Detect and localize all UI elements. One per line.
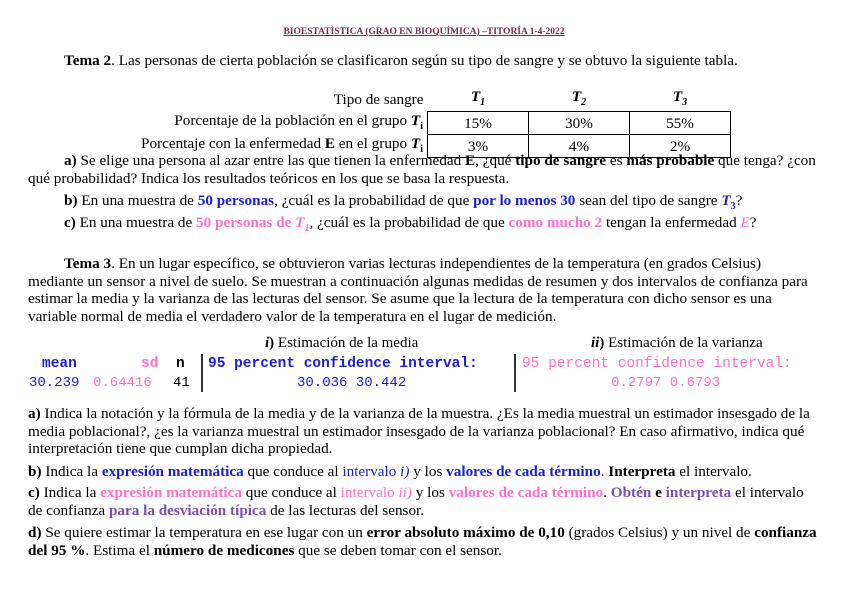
blood-type-table: [137, 88, 731, 158]
col-t3: $T_3$: [672, 88, 688, 109]
table-cell: 15%: [427, 112, 528, 135]
tema3-intro: Tema 3. En un lugar específico, se obtuvieron varias lecturas independientes de la temperatura (en grados Celsius) mediante un sensor a nivel de suelo. Se muestran a continuación algunas medidas de resumen y dos intervalos de confianza para estimar la media y la varianza de las lecturas del sensor. Se asume que la lectura de la temperatura con dicho sensor es una variable normal de media el verdadero valor de la temperatura en el lugar de medición.: [28, 255, 808, 325]
table-cell: 2%: [629, 135, 730, 158]
page-header: BIOESTATÍSTICA (GRAO EN BIOQUÍMICA) –TITORÍA 1-4-2022: [283, 27, 565, 37]
table-cell: 3%: [427, 135, 528, 158]
tema3-question-a: a) Indica la notación y la fórmula de la media y de la varianza de la muestra. ¿Es la media muestral un estimador insesgado de la media poblacional?, ¿es la varianza muestral un estimador insesgado de la varianza poblacional? En caso afirmativo, indica qué interpretación tiene que cumplan dicha propiedad.: [28, 405, 810, 457]
r-value-mean: 30.239: [29, 375, 80, 391]
estimation-variance-title: ii) Estimación de la varianza: [591, 335, 763, 351]
r-header-n: n: [176, 356, 185, 372]
table-cell: 55%: [629, 112, 730, 135]
tema2-question-b: b) En una muestra de 50 personas, ¿cuál es la probabilidad de que por lo menos 30 sean del tipo de sangre $T_3$?: [64, 192, 743, 213]
tema2-intro: [28, 52, 818, 70]
row1-label: Porcentaje de la población en el grupo $T_i$: [174, 111, 423, 132]
table-cell: 4%: [528, 135, 629, 158]
tema2-question-c: c) En una muestra de 50 personas de $T_1$, ¿cuál es la probabilidad de que como mucho 2 tengan la enfermedad E?: [64, 214, 757, 235]
col-t1: $T_1$: [470, 88, 486, 109]
estimation-mean-title: i) Estimación de la media: [265, 335, 419, 351]
tema3-question-d: d) Se quiere estimar la temperatura en ese lugar con un error absoluto máximo de 0,10 (grados Celsius) y un nivel de confianza del 95 %. Estima el número de medicones que se deben tomar con el sensor.: [28, 524, 817, 559]
r-header-mean: mean: [42, 356, 77, 372]
tema2-question-a: a) Se elige una persona al azar entre las que tienen la enfermedad E, ¿qué tipo de sangre es más probable que tenga? ¿con qué probabilidad? Indica los resultados teóricos en los que se basa la respuesta.: [28, 152, 816, 187]
divider-2: [514, 354, 516, 392]
divider-1: [201, 354, 203, 392]
ci-variance-values: 0.2797 0.6793: [611, 375, 721, 391]
col-t2: $T_2$: [571, 88, 587, 109]
tema2-intro-text: . Las personas de cierta población se clasificaron según su tipo de sangre y se obtuvo la siguiente tabla.: [111, 52, 738, 69]
table-cell: 30%: [528, 112, 629, 135]
tema3-question-c: c) Indica la expresión matemática que conduce al intervalo ii) y los valores de cada término. Obtén e interpreta el intervalo de confianza para la desviación típica de las lecturas del sensor.: [28, 484, 804, 519]
tema2-title: Tema 2: [64, 52, 112, 69]
ci-mean-label: 95 percent confidence interval:: [208, 356, 478, 372]
table-header-label: Tipo de sangre: [333, 91, 424, 109]
tema3-question-b: b) Indica la expresión matemática que conduce al intervalo i) y los valores de cada término. Interpreta el intervalo.: [28, 463, 752, 480]
r-value-sd: 0.64416: [93, 375, 152, 391]
ci-variance-label: 95 percent confidence interval:: [522, 356, 792, 372]
r-header-sd: sd: [141, 356, 159, 372]
r-value-n: 41: [173, 375, 190, 391]
row2-label: Porcentaje con la enfermedad E en el grupo $T_i$: [141, 134, 423, 155]
ci-mean-values: 30.036 30.442: [297, 375, 407, 391]
